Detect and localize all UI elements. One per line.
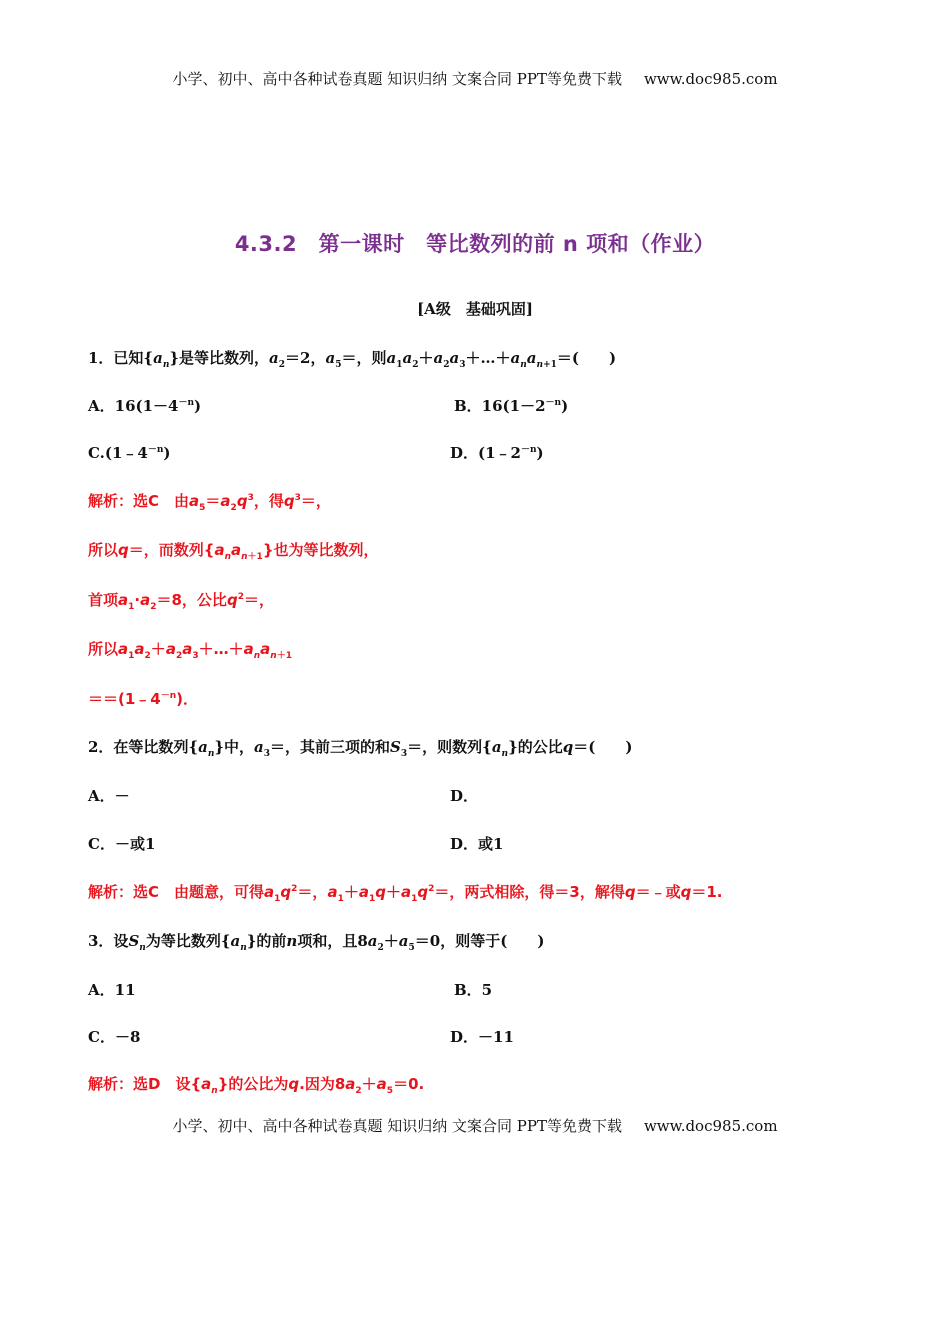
page-title: 4.3.2 第一课时 等比数列的前 n 项和（作业） [234,232,716,256]
q1-stem: 1．已知$\{a_n\}$是等比数列，$a_2=2$，$a_5=$，则$a_1a_2+a_2a_3+\dots+a_na_{n+1}=$( ) [88,349,617,370]
header-site[interactable]: www.doc985.com [643,70,778,88]
q3-option-a[interactable]: A．11 [88,981,136,999]
footer-site[interactable]: www.doc985.com [643,1117,778,1135]
q3-stem: 3．设$S_n$为等比数列$\{a_n\}$的前n项和，且$8a_2+a_5=0$，则等于( ) [88,932,545,953]
q3-option-c[interactable]: C．－8 [88,1028,141,1046]
page-header [0,68,950,89]
q2-option-a[interactable]: A．－ [88,787,130,805]
section-subtitle: [A级 基础巩固] [417,300,533,318]
q1-option-c[interactable]: $C.(1﹣4^{-n})$ [88,444,171,462]
q1-solution-line2: 所以q＝，而数列$\{a_na_{n+1}\}$也为等比数列， [88,541,379,562]
q3-option-d[interactable]: D．－11 [450,1028,514,1046]
q1-options-row1 [88,395,201,416]
footer-text: 小学、初中、高中各种试卷真题 知识归纳 文案合同 PPT等免费下载 [172,1117,622,1135]
q1-solution-line5: $==(1﹣4^{-n})$． [88,690,199,708]
q2-option-c[interactable]: C．－或1 [88,835,156,853]
q1-solution-line4: 所以$a_1a_2+a_2a_3+\dots+a_na_{n+1}$ [88,640,292,661]
q3-solution: 解析：选D 设$\{a_n\}$的公比为q.因为$8a_2+a_5=0$. [88,1075,425,1096]
q1-option-a[interactable]: A．$16(1-4^{-n})$ [88,397,202,415]
q1-solution-line3: 首项$a_1\cdot a_2=8$，公比$q^2=$， [88,591,274,612]
q2-option-d[interactable]: D．或1 [450,835,504,853]
page-footer [0,1115,950,1136]
q2-option-b[interactable]: D． [450,787,479,805]
q1-option-b[interactable]: B．$16(1-2^{-n})$ [454,397,569,415]
q1-solution-line1: 解析：选C 由$a_5=a_2q^3$，得$q^3=$， [88,492,331,513]
q3-option-b[interactable]: B．5 [454,981,493,999]
q1-option-d[interactable]: D．$(1﹣2^{-n})$ [450,444,544,462]
q2-solution: 解析：选C 由题意，可得$a_1q^2=$，$a_1+a_1q+a_1q^2=$，两式相除，得＝3，解得q＝﹣或q＝1. [88,883,723,904]
header-text: 小学、初中、高中各种试卷真题 知识归纳 文案合同 PPT等免费下载 [172,70,622,88]
q2-stem: 2．在等比数列$\{a_n\}$中，$a_3=$，其前三项的和$S_3=$，则数列$\{a_n\}$的公比q＝( ) [88,738,633,759]
